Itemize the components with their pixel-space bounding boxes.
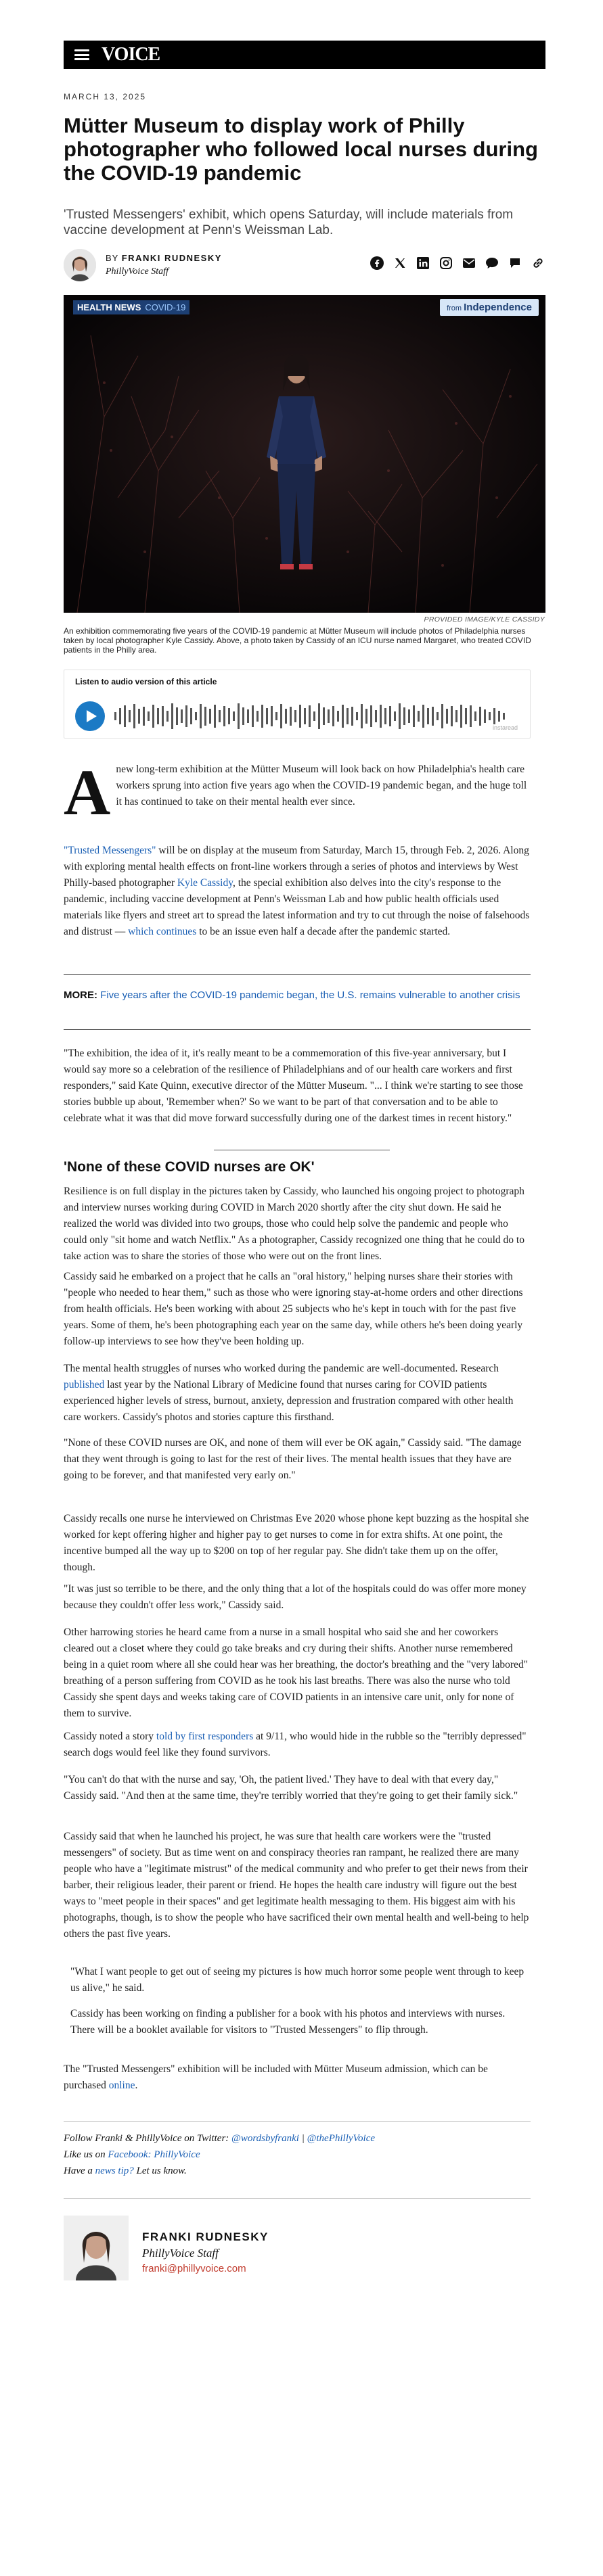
trusted-messengers-link[interactable]: "Trusted Messengers" bbox=[64, 845, 156, 856]
linkedin-icon[interactable] bbox=[416, 256, 430, 271]
byline-text bbox=[106, 253, 222, 263]
article-date: MARCH 13, 2025 bbox=[64, 92, 147, 101]
paragraph: Cassidy said that when he launched his project, he was sure that health care workers were the "trusted messengers" of society. But as time went on and conspiracy theories ran rampant, he realized there are many people who have a "legitimate mistrust" of the medical community and who prefer to get their news from their barber, their religious leader, their parent or friend. He hopes the health care industry will figure out the best ways to "meet people in their spaces" and get legitimate health messaging to them. His biggest aim with his photographs, though, is to show the people who have sacrificed their own mental health and well-being to help others the past five years. bbox=[64, 1831, 529, 1940]
divider bbox=[64, 2121, 531, 2122]
kyle-cassidy-link[interactable]: Kyle Cassidy bbox=[177, 877, 233, 889]
paragraph-intro bbox=[64, 756, 531, 828]
by-prefix: BY bbox=[106, 253, 119, 263]
x-icon[interactable] bbox=[393, 256, 407, 271]
paragraph: "You can't do that with the nurse and say, 'Oh, the patient lived.' They have to deal with that every day," Cassidy said. "And then at the same time, they're terribly worried that they're going to get their family sick." bbox=[64, 1774, 518, 1802]
facebook-icon[interactable] bbox=[370, 256, 384, 271]
twitter-author-link[interactable]: @wordsbyfranki bbox=[231, 2133, 299, 2144]
audio-brand[interactable]: instaread bbox=[492, 724, 518, 731]
follow-line bbox=[64, 2130, 545, 2147]
divider bbox=[64, 974, 531, 975]
quote-paragraph: "What I want people to get out of seeing my pictures is how much horror some people went through to keep us alive," he said. bbox=[70, 1966, 524, 1994]
sponsor-badge[interactable] bbox=[440, 299, 539, 316]
paragraph: Other harrowing stories he heard came from a nurse in a small hospital who said she and her coworkers cleared out a closet where they could go take breaks and cry during their shifts. Another nurse remembered being in a quiet room where all she could hear was her breathing, the doctor's breathing and the "very labored" breathing of a person suffering from COVID as he took his last breaths. There was also the nurse who told Cassidy she spent days and weeks taking care of COVID patients in an intensive care unit, only for none of them to survive. bbox=[64, 1626, 529, 1719]
published-link[interactable]: published bbox=[64, 1379, 105, 1390]
divider bbox=[64, 1029, 531, 1030]
paragraph: Cassidy has been working on finding a publisher for a book with his photos and interviews with nurses. There will be a booklet available for visitors to "Trusted Messengers" to flip through. bbox=[70, 2008, 506, 2036]
paragraph bbox=[64, 1361, 531, 1426]
quote-paragraph: "The exhibition, the idea of it, it's really meant to be a commemoration of this five-year anniversary, but I would say more so a celebration of the resilience of Philadelphians and of our health care workers and first responders," said Kate Quinn, executive director of the Mütter Museum. "... I think we're starting to see those stories bubble up about, 'Remember when?' So we want to be part of that conversation and to be able to celebrate what it was that did move forward successfully during one of the darkest times in recent history." bbox=[64, 1048, 523, 1124]
drop-cap: A bbox=[64, 756, 111, 828]
page-title: Mütter Museum to display work of Philly photographer who followed local nurses during the COVID-19 pandemic bbox=[64, 114, 538, 185]
author-card bbox=[64, 2216, 545, 2290]
instagram-icon[interactable] bbox=[439, 256, 453, 271]
tag-primary: HEALTH NEWS bbox=[77, 302, 141, 312]
paragraph bbox=[64, 2061, 531, 2094]
sponsor-prefix: from bbox=[447, 304, 462, 312]
text: at 9/11, who would hide in the rubble so the "terribly depressed" search dogs would feel like they found survivors. bbox=[64, 1731, 527, 1758]
sms-icon[interactable] bbox=[485, 256, 499, 271]
menu-icon[interactable] bbox=[74, 49, 89, 60]
author-email-link[interactable]: franki@phillyvoice.com bbox=[142, 2263, 246, 2274]
author-name[interactable]: FRANKI RUDNESKY bbox=[121, 253, 222, 263]
text: | bbox=[298, 2133, 307, 2144]
paragraph bbox=[64, 1729, 531, 1761]
paragraph: Cassidy recalls one nurse he interviewed on Christmas Eve 2020 whose phone kept buzzing as the hospital she worked for kept offering higher and higher pay to get nurses to come in for extra shifts. At one point, the incentive bumped all the way up to $200 on top of her regular pay. She didn't take them up on the offer, though. bbox=[64, 1513, 529, 1573]
text: last year by the National Library of Medicine found that nurses caring for COVID patients experienced higher levels of stress, burnout, anxiety, depression and frustration compared with other health care workers. Cassidy's photos and stories capture this firsthand. bbox=[64, 1379, 514, 1423]
author-title: PhillyVoice Staff bbox=[106, 266, 169, 277]
article-subhead: 'Trusted Messengers' exhibit, which opens Saturday, will include materials from vaccine development at Penn's Weissman Lab. bbox=[64, 208, 514, 237]
text: to be an issue even half a decade after the pandemic started. bbox=[196, 926, 451, 937]
paragraph: Resilience is on full display in the pictures taken by Cassidy, who launched his ongoing project to photograph and interview nurses working during COVID in March 2020 shortly after the city shut down. He said he realized the world was divided into two groups, those who could help solve the pandemic and people who could only "sit home and watch Netflix." As a photographer, Cassidy recognized one thing that he could do to take action was to share the stories of those who were out on the front lines. bbox=[64, 1186, 524, 1262]
text: will be on display at the museum from Saturday, March 15, through Feb. 2, 2026. Along with exploring mental health effects on front-line workers through a series of photos and interviews by West Philly-based photographer bbox=[64, 845, 529, 889]
more-link[interactable]: Five years after the COVID-19 pandemic began, the U.S. remains vulnerable to another crisis bbox=[100, 989, 520, 1001]
paragraph: "It was just so terrible to be there, and the only thing that a lot of the hospitals could do was offer more money because they couldn't offer less work," Cassidy said. bbox=[64, 1583, 527, 1611]
tag-secondary: COVID-19 bbox=[145, 302, 186, 312]
section-tag[interactable] bbox=[73, 300, 189, 314]
text: , the special exhibition also delves into the city's response to the pandemic, including vaccine development at Penn's Weissman Lab and how public health officials used materials like flyers and street art to spread the latest information and try to cut through the noise of falsehoods and distrust — bbox=[64, 877, 530, 937]
text: Have a bbox=[64, 2165, 95, 2176]
news-tip-link[interactable]: news tip? bbox=[95, 2165, 134, 2176]
sponsor-name: Independence bbox=[464, 302, 532, 313]
link-icon[interactable] bbox=[531, 256, 545, 271]
hero-photo bbox=[64, 295, 545, 613]
paragraph bbox=[64, 843, 531, 940]
which-continues-link[interactable]: which continues bbox=[128, 926, 197, 937]
text: The "Trusted Messengers" exhibition will be included with Mütter Museum admission, which can be purchased bbox=[64, 2063, 488, 2091]
section-heading: 'None of these COVID nurses are OK' bbox=[64, 1159, 315, 1175]
author-card-name[interactable]: FRANKI RUDNESKY bbox=[142, 2230, 269, 2243]
text: The mental health struggles of nurses who worked during the pandemic are well-documented. Research bbox=[64, 1363, 499, 1374]
author-card-title: PhillyVoice Staff bbox=[142, 2247, 219, 2259]
text: Cassidy noted a story bbox=[64, 1731, 156, 1742]
photo-credit: PROVIDED IMAGE/KYLE CASSIDY bbox=[424, 615, 545, 624]
email-icon[interactable] bbox=[462, 256, 476, 271]
twitter-phillyvoice-link[interactable]: @thePhillyVoice bbox=[307, 2133, 376, 2144]
intro-text: new long-term exhibition at the Mütter Museum will look back on how Philadelphia's health care workers sprung into action five years ago when the COVID-19 pandemic began, and the huge toll it has continued to take on their mental health ever since. bbox=[116, 764, 527, 807]
comment-icon[interactable] bbox=[508, 256, 522, 271]
text: Let us know. bbox=[133, 2165, 187, 2176]
text: Follow Franki & PhillyVoice on Twitter: bbox=[64, 2133, 232, 2144]
news-tip-line bbox=[64, 2163, 545, 2179]
more-callout bbox=[64, 987, 531, 1003]
avatar[interactable] bbox=[64, 249, 96, 281]
top-navbar bbox=[64, 41, 545, 69]
play-button[interactable] bbox=[75, 701, 105, 731]
online-link[interactable]: online bbox=[108, 2080, 135, 2091]
text: Like us on bbox=[64, 2149, 108, 2160]
first-responders-link[interactable]: told by first responders bbox=[156, 1731, 254, 1742]
hero-image[interactable] bbox=[64, 295, 545, 613]
site-logo[interactable]: VOICE bbox=[102, 44, 160, 65]
facebook-line bbox=[64, 2147, 545, 2163]
author-photo[interactable] bbox=[64, 2216, 129, 2280]
audio-player bbox=[64, 670, 531, 739]
audio-waveform[interactable] bbox=[114, 699, 507, 734]
byline bbox=[64, 249, 545, 289]
play-icon bbox=[75, 701, 105, 731]
paragraph: Cassidy said he embarked on a project that he calls an "oral history," helping nurses share their stories with "people who needed to hear them," such as those who were ignoring stay-at-home orders and other directions from health officials. He's been working with about 25 subjects who he's kept in touch with for the past five years. Some of them, he's been photographing each year on the same day, while others he's been doing yearly follow-up interviews to see how they've been holding up. bbox=[64, 1271, 523, 1347]
paragraph: "None of these COVID nurses are OK, and none of them will ever be OK again," Cassidy said. "The damage that they went through is going to last for the rest of their lives. The mental health issues that they have are going to be forever, and that manifested very early on." bbox=[64, 1437, 522, 1481]
photo-caption: An exhibition commemorating five years of the COVID-19 pandemic at Mütter Museum will include photos of Philadelphia nurses taken by local photographer Kyle Cassidy. Above, a photo taken by Cassidy of an ICU nurse named Margaret, who treated COVID patients in the Philly area. bbox=[64, 626, 531, 655]
facebook-link[interactable]: Facebook: PhillyVoice bbox=[108, 2149, 200, 2160]
more-label: MORE: bbox=[64, 989, 97, 1001]
audio-title: Listen to audio version of this article bbox=[75, 677, 217, 686]
divider bbox=[64, 2198, 531, 2199]
share-bar bbox=[370, 256, 545, 271]
text: . bbox=[135, 2080, 138, 2091]
